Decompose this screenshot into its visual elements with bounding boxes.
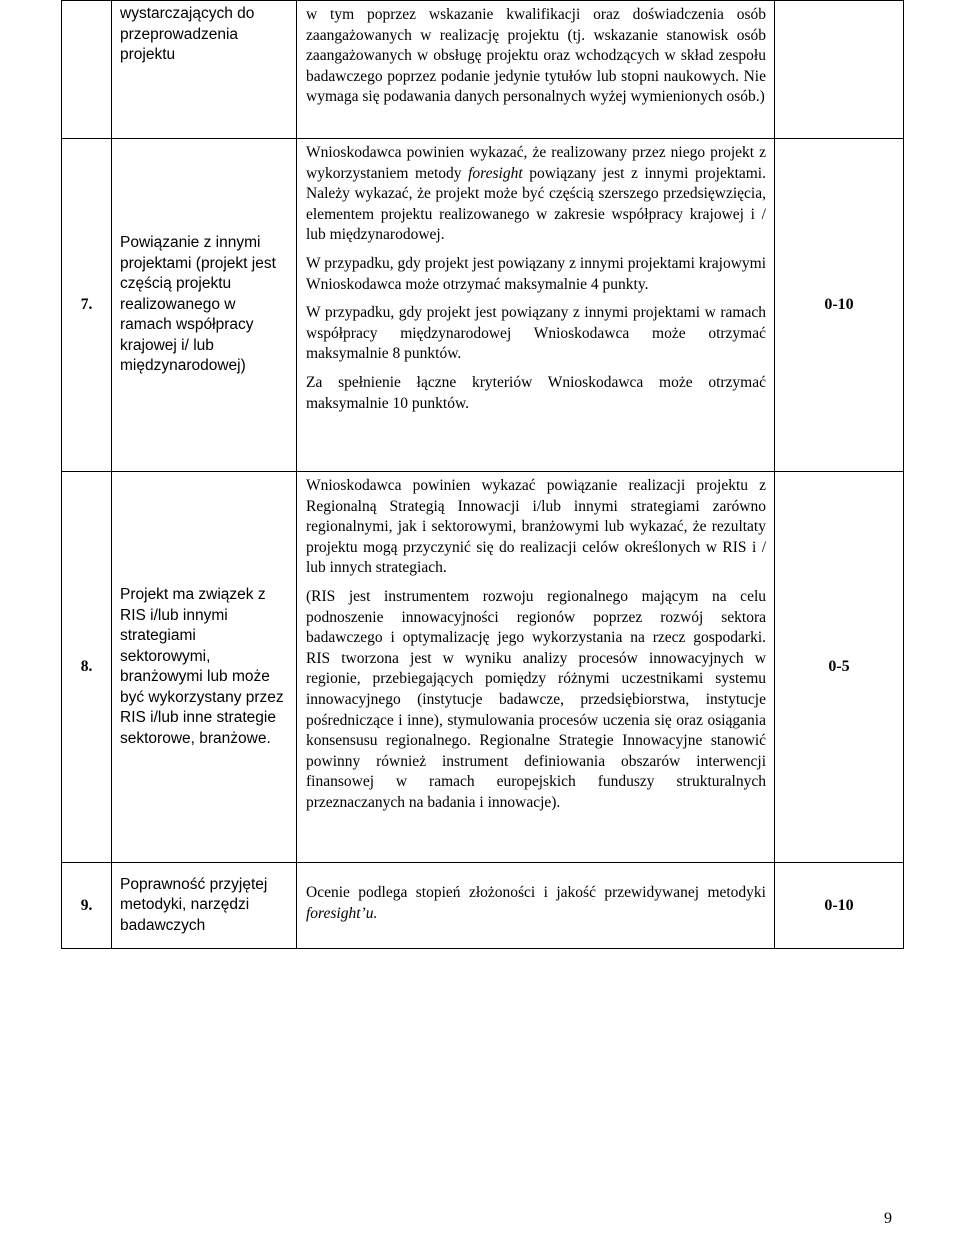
points-range [775,1,904,139]
description-paragraph: Wnioskodawca powinien wykazać powiązanie realizacji projektu z Regionalną Strategią Innowacji i/lub innymi strategiami zarówno regionalnymi, jak i sektorowymi, branżowymi lub wykazać, że rezultaty projektu mogą przyczynić się do realizacji celów określonych w RIS i / lub innych strategiach. [306,477,766,577]
criterion-name: wystarczających do przeprowadzenia projektu [112,1,297,139]
description-paragraph: Ocenie podlega stopień złożoności i jakość przewidywanej metodyki foresight’u. [306,883,766,922]
criterion-name: Projekt ma związek z RIS i/lub innymi strategiami sektorowymi, branżowymi lub może być wykorzystany przez RIS i/lub inne strategie sektorowe, branżowe. [112,472,297,863]
criterion-description [297,139,775,472]
criterion-description [297,1,775,139]
row-number: 9. [62,863,112,949]
table-row-8 [62,472,904,863]
criterion-description [297,472,775,863]
description-paragraph: Za spełnienie łączne kryteriów Wnioskodawca może otrzymać maksymalnie 10 punktów. [306,373,766,412]
italic-term: foresight’u. [306,904,378,922]
page-number: 9 [884,1210,892,1227]
points-range: 0-10 [775,863,904,949]
description-paragraph: Wnioskodawca powinien wykazać, że realizowany przez niego projekt z wykorzystaniem metody foresight powiązany jest z innymi projektami. Należy wykazać, że projekt może być częścią szerszego przedsięwzięcia, elementem projektu realizowanego w zakresie współpracy krajowej i / lub międzynarodowej. [306,144,766,244]
description-paragraph: (RIS jest instrumentem rozwoju regionalnego mającym na celu podnoszenie innowacyjności regionów poprzez rozwój sektora badawczego i optymalizację jego wykorzystania na rzecz gospodarki. RIS tworzona jest w wyniku analizy procesów innowacyjnych w regionie, przebiegających pomiędzy różnymi uczestnikami systemu innowacyjnego (instytucje badawcze, przedsiębiorstwa, instytucje pośredniczące i inne), stymulowania procesów uczenia się oraz osiągania konsensusu regionalnego. Regionalne Strategie Innowacyjne stanowić powinny również instrument definiowania obszarów interwencji finansowej w ramach europejskich funduszy strukturalnych przeznaczanych na badania i innowacje). [306,587,766,811]
row-number: 7. [62,139,112,472]
criterion-name: Powiązanie z innymi projektami (projekt jest częścią projektu realizowanego w ramach współpracy krajowej i/ lub międzynarodowej) [112,139,297,472]
table-row-continued [62,1,904,139]
criterion-name: Poprawność przyjętej metodyki, narzędzi badawczych [112,863,297,949]
row-number: 8. [62,472,112,863]
row-number [62,1,112,139]
description-paragraph: W przypadku, gdy projekt jest powiązany z innymi projektami w ramach współpracy międzynarodowej Wnioskodawca może otrzymać maksymalnie 8 punktów. [306,304,766,363]
criteria-table [61,0,904,949]
description-paragraph: W przypadku, gdy projekt jest powiązany z innymi projektami krajowymi Wnioskodawca może otrzymać maksymalnie 4 punkty. [306,254,766,293]
italic-term: foresight [468,164,523,182]
table-row-7 [62,139,904,472]
criterion-description [297,863,775,949]
points-range: 0-5 [775,472,904,863]
description-paragraph: w tym poprzez wskazanie kwalifikacji oraz doświadczenia osób zaangażowanych w realizację projektu (tj. wskazanie stanowisk osób zaangażowanych w obsługę projektu oraz wchodzących w skład zespołu badawczego poprzez podanie jedynie tytułów lub stopni naukowych. Nie wymaga się podawania danych personalnych wyżej wymienionych osób.) [306,6,766,106]
table-row-9 [62,863,904,949]
points-range: 0-10 [775,139,904,472]
